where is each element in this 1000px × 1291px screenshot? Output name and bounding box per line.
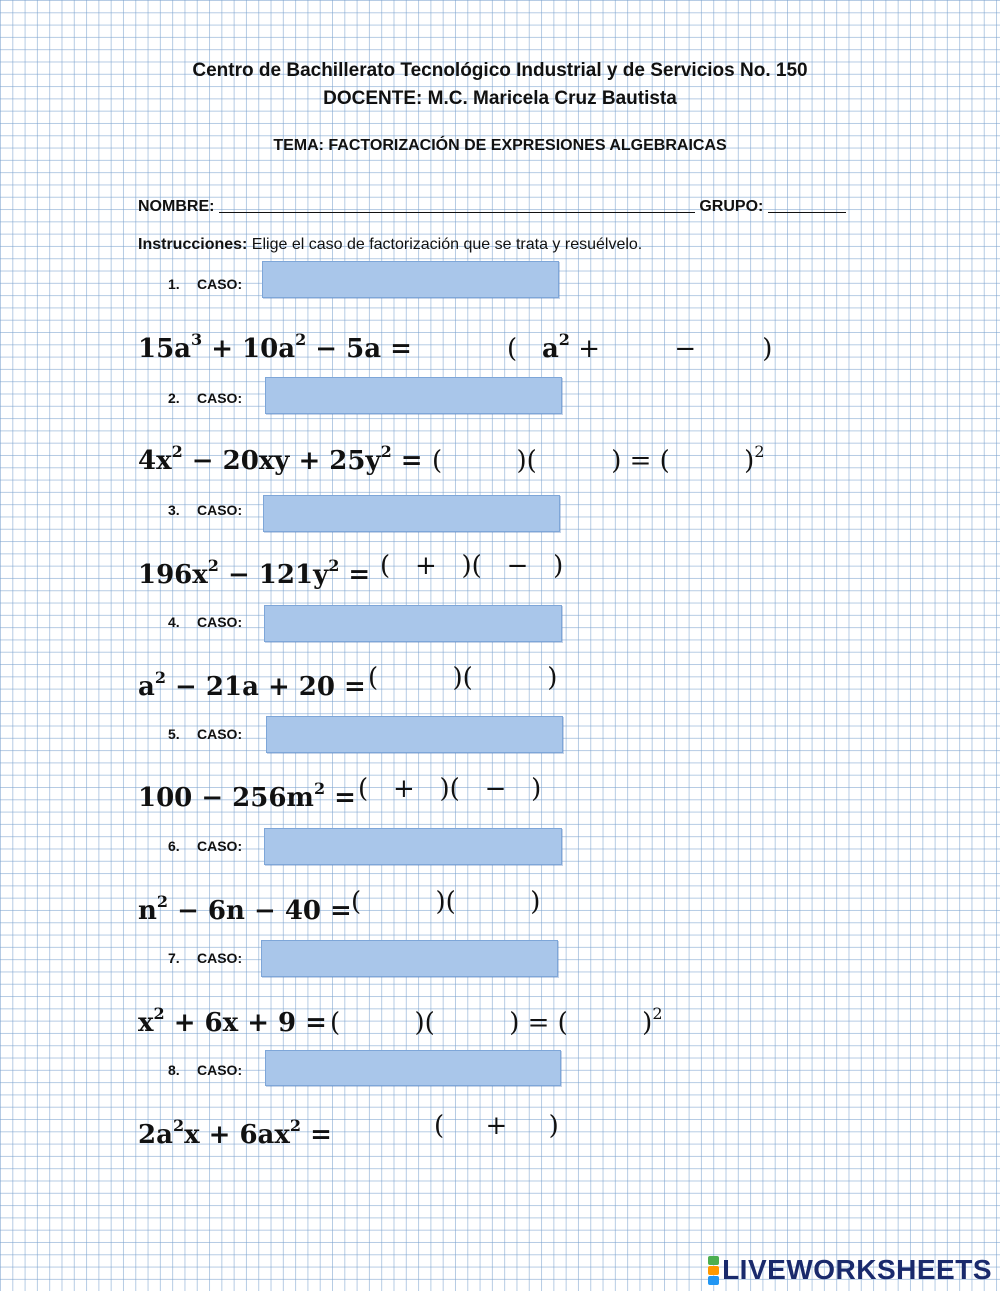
case-text: CASO: (197, 502, 243, 518)
school-name: Centro de Bachillerato Tecnológico Industrial y de Servicios No. 150 (192, 60, 808, 81)
case-number: 8. (168, 1062, 180, 1078)
case-number: 4. (168, 614, 180, 630)
case-3-template: ( + )( − ) (380, 551, 564, 581)
case-text: CASO: (197, 614, 243, 630)
logo-block (708, 1276, 719, 1285)
liveworksheets-logo-icon (708, 1255, 719, 1285)
topic-title: TEMA: FACTORIZACIÓN DE EXPRESIONES ALGEBRAICAS (273, 137, 727, 154)
instructions-label: Instrucciones: (138, 236, 248, 253)
instructions (138, 236, 642, 254)
case-4-expression: $a^2 - 21a + 20$ = (138, 668, 366, 702)
case-7-expression: $x^2 + 6x + 9$ = (138, 1004, 327, 1038)
logo-block (708, 1256, 719, 1265)
case-6-template: ( )( ) (351, 887, 541, 917)
case-2-expression: $4x^2 - 20xy + 25y^2$ = (138, 442, 423, 476)
liveworksheets-logo (708, 1254, 992, 1286)
case-7-label (168, 950, 242, 966)
case-7-answer-box[interactable] (261, 940, 558, 977)
case-8-expression: $2a^2x + 6ax^2$ = (138, 1116, 332, 1150)
case-8-template: ( + ) (434, 1111, 559, 1141)
case-text: CASO: (197, 950, 243, 966)
case-1-label (168, 276, 242, 292)
case-5-label (168, 726, 242, 742)
case-number: 5. (168, 726, 180, 742)
case-7-template: ( )( ) = ( )$^2$ (330, 1004, 663, 1038)
case-8-answer-box[interactable] (265, 1050, 561, 1086)
case-4-answer-box[interactable] (264, 605, 562, 642)
case-6-label (168, 838, 242, 854)
case-4-label (168, 614, 242, 630)
instructions-text: Elige el caso de factorización que se trata y resuélvelo. (247, 236, 643, 253)
case-3-answer-box[interactable] (263, 495, 560, 532)
case-6-answer-box[interactable] (264, 828, 562, 865)
group-field-line[interactable] (768, 212, 846, 213)
case-1-template: ( $a^2$ + − ) (507, 330, 773, 364)
case-2-template: ( )( ) = ( )$^2$ (432, 442, 765, 476)
group-label: GRUPO: (699, 198, 764, 215)
case-3-expression: $196x^2 - 121y^2$ = (138, 556, 371, 590)
case-1-answer-box[interactable] (262, 261, 559, 298)
name-group-row (138, 198, 846, 216)
case-text: CASO: (197, 390, 243, 406)
case-5-template: ( + )( − ) (358, 774, 542, 804)
logo-block (708, 1266, 719, 1275)
case-5-expression: $100 - 256m^2$ = (138, 779, 356, 813)
case-2-label (168, 390, 242, 406)
name-label: NOMBRE: (138, 198, 215, 215)
case-4-template: ( )( ) (368, 663, 558, 693)
case-3-label (168, 502, 242, 518)
case-text: CASO: (197, 276, 243, 292)
case-8-label (168, 1062, 242, 1078)
case-6-expression: $n^2 - 6n - 40$ = (138, 892, 352, 926)
case-5-answer-box[interactable] (266, 716, 563, 753)
case-number: 1. (168, 276, 180, 292)
case-number: 6. (168, 838, 180, 854)
case-1-expression: $15a^3 + 10a^2 - 5a$ = (138, 330, 412, 364)
case-text: CASO: (197, 1062, 243, 1078)
case-number: 3. (168, 502, 180, 518)
name-field-line[interactable] (219, 212, 695, 213)
case-text: CASO: (197, 838, 243, 854)
logo-text: LIVEWORKSHEETS (722, 1254, 992, 1285)
case-2-answer-box[interactable] (265, 377, 562, 414)
teacher-name: DOCENTE: M.C. Maricela Cruz Bautista (323, 88, 677, 109)
case-number: 2. (168, 390, 180, 406)
case-number: 7. (168, 950, 180, 966)
case-text: CASO: (197, 726, 243, 742)
